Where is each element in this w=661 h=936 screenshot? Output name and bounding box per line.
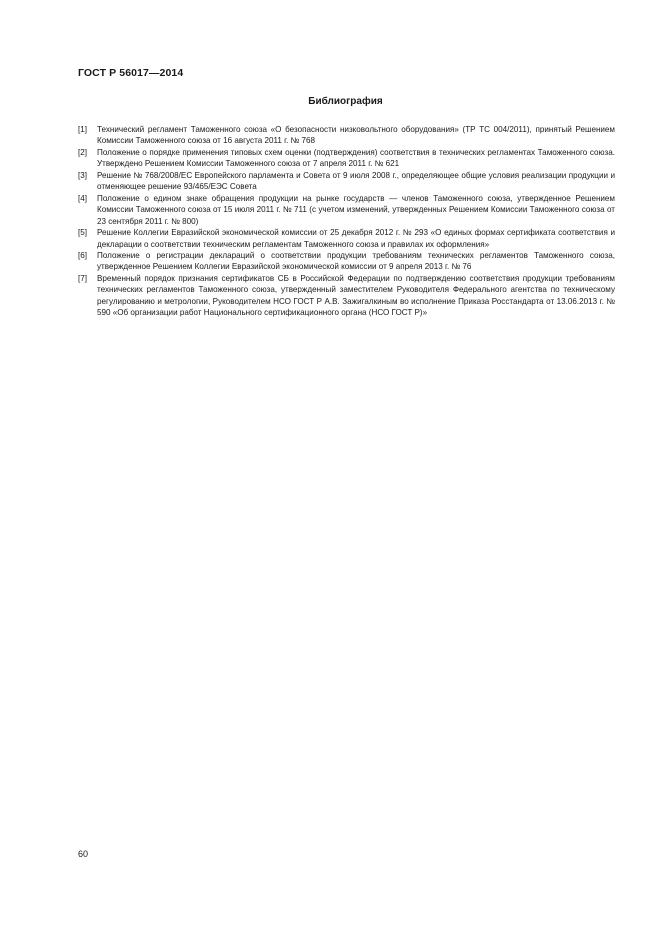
section-title: Библиография <box>308 96 383 107</box>
entry-number: [5] <box>78 228 87 238</box>
page-number: 60 <box>78 849 89 859</box>
bibliography-entry <box>78 193 615 227</box>
entry-text: Решение № 768/2008/ЕС Европейского парламента и Совета от 9 июля 2008 г., определяющее общие условия реализации продукции и отменяющее решение 93/465/ЕЭС Совета <box>97 170 615 192</box>
bibliography-list <box>78 124 615 319</box>
entry-text: Временный порядок признания сертификатов СБ в Российской Федерации по подтверждению соответствия продукции требованиям технических регламентов Таможенного союза, утвержденный заместителем Руководителя Федерального агентства по техническому регулированию и метрологии, Руководителем НСО ГОСТ Р А.В. Зажигалкиным во исполнение Приказа Росстандарта от 13.06.2013 г. № 590 «Об организации работ Национального сертификационного органа (НСО ГОСТ Р)» <box>97 273 615 318</box>
entry-number: [6] <box>78 250 87 260</box>
entry-text: Положение о регистрации деклараций о соответствии продукции требованиям технических регламентов Таможенного союза, утвержденное Решением Коллегии Евразийской экономической комиссии от 9 апреля 2013 г. № 76 <box>97 250 615 272</box>
bibliography-entry <box>78 273 615 319</box>
document-code-header: ГОСТ Р 56017—2014 <box>78 67 184 79</box>
bibliography-entry <box>78 170 615 193</box>
entry-text: Положение о едином знаке обращения продукции на рынке государств — членов Таможенного союза, утвержденное Решением Комиссии Таможенного союза от 15 июля 2011 г. № 711 (с учетом изменений, утвержденных Решением Комиссии Таможенного союза от 23 сентября 2011 г. № 800) <box>97 193 615 226</box>
entry-number: [4] <box>78 193 87 203</box>
bibliography-entry <box>78 124 615 147</box>
entry-number: [3] <box>78 170 87 180</box>
bibliography-entry <box>78 147 615 170</box>
entry-number: [1] <box>78 125 87 134</box>
entry-text: Положение о порядке применения типовых схем оценки (подтверждения) соответствия в технических регламентах Таможенного союза. Утверждено Решением Комиссии Таможенного союза от 7 апреля 2011 г. № 621 <box>97 147 615 169</box>
entry-number: [2] <box>78 147 87 157</box>
bibliography-entry <box>78 227 615 250</box>
entry-text: Технический регламент Таможенного союза «О безопасности низковольтного оборудования» (ТР ТС 004/2011), принятый Решением Комиссии Таможенного союза от 16 августа 2011 г. № 768 <box>97 125 615 146</box>
entry-number: [7] <box>78 273 87 283</box>
bibliography-entry <box>78 250 615 273</box>
entry-text: Решение Коллегии Евразийской экономической комиссии от 25 декабря 2012 г. № 293 «О единых формах сертификата соответствия и декларации о соответствии техническим регламентам Таможенного союза и правилах их оформления» <box>97 228 615 249</box>
